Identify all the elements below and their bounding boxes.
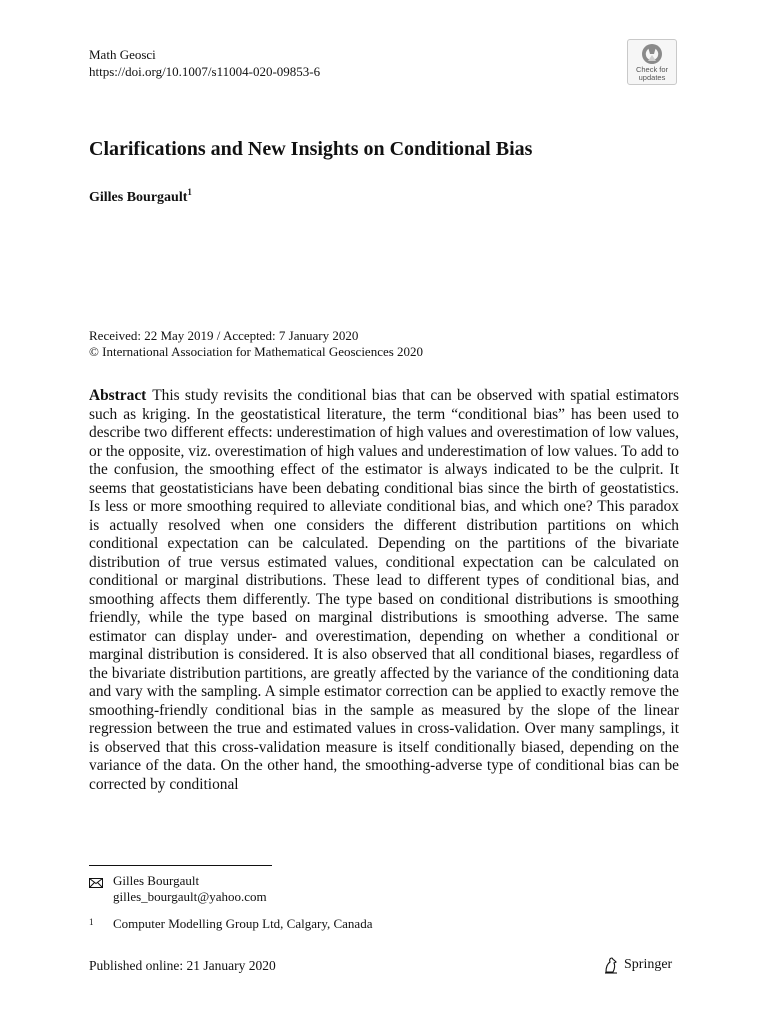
badge-label: Check for updates (635, 65, 669, 82)
doi-link[interactable]: https://doi.org/10.1007/s11004-020-09853-6 (89, 64, 321, 79)
contact-name: Gilles Bourgault (113, 873, 200, 888)
affiliation-footnote (89, 916, 372, 932)
copyright-line: © International Association for Mathematical Geosciences 2020 (89, 344, 424, 359)
contact-email[interactable]: gilles_bourgault@yahoo.com (113, 889, 267, 904)
check-for-updates-badge[interactable] (627, 39, 677, 85)
abstract (89, 387, 679, 794)
check-for-updates-icon (641, 43, 663, 65)
corresponding-author (89, 873, 267, 905)
article-dates (89, 328, 423, 360)
author-line (89, 187, 192, 206)
springer-horse-icon (602, 956, 620, 974)
abstract-text: This study revisits the conditional bias that can be observed with spatial estimators such as kriging. In the geostatistical literature, the term “conditional bias” has been used to describe two different effects: underestimation of high values and overestimation of low values, or the opposite, viz. overestimation of high values and underestimation of low values. To add to the confusion, the smoothing effect of the estimator is always indicated to be the culprit. It seems that geostatisticians have been debating conditional bias since the birth of geostatistics. Is less or more smoothing required to alleviate conditional bias, and which one? This paradox is actually resolved when one considers the different distribution partitions on which conditional expectation can be calculated. Depending on the partitions of the bivariate distribution of true versus estimated values, conditional expectation can be calculated on conditional or marginal distributions. These lead to different types of conditional bias, and smoothing affects them differently. The type based on conditional distributions is smoothing friendly, while the type based on marginal distributions is smoothing adverse. The same estimator can display under- and overestimation, depending on whether a conditional or marginal distribution is considered. It is also observed that all conditional biases, regardless of the bivariate distribution partitions, are greatly affected by the variance of the conditioning data and vary with the sampling. A simple estimator correction can be applied to exactly remove the smoothing-friendly conditional bias in the sample as measured by the slope of the linear regression between the true and estimated values in cross-validation. Over many samplings, it is observed that this cross-validation measure is itself conditionally biased, depending on the variance of the data. On the other hand, the smoothing-adverse type of conditional bias can be corrected by conditional (89, 387, 679, 793)
article-title: Clarifications and New Insights on Conditional Bias (89, 138, 533, 160)
journal-name: Math Geosci (89, 47, 156, 62)
publisher-logo (602, 956, 672, 974)
abstract-label: Abstract (89, 387, 147, 404)
published-online: Published online: 21 January 2020 (89, 958, 276, 973)
journal-header (89, 46, 320, 80)
footnote-divider (89, 865, 272, 866)
author-name: Gilles Bourgault (89, 190, 188, 205)
affiliation-text: Computer Modelling Group Ltd, Calgary, Canada (113, 916, 373, 931)
author-affiliation-mark: 1 (187, 187, 192, 197)
received-accepted-dates: Received: 22 May 2019 / Accepted: 7 January 2020 (89, 328, 359, 343)
envelope-icon (89, 873, 113, 892)
publisher-name: Springer (624, 957, 673, 972)
affiliation-mark: 1 (89, 917, 94, 927)
